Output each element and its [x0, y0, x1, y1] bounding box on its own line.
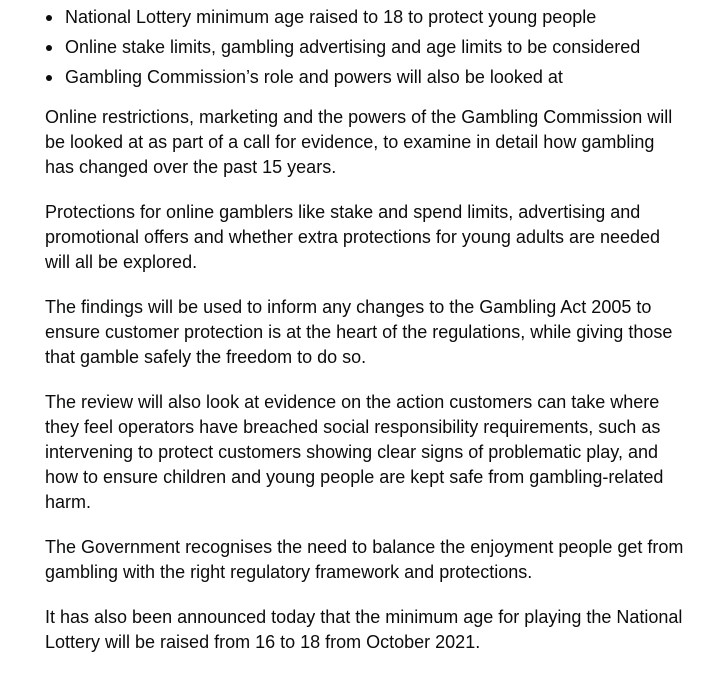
paragraph-call-for-evidence: Online restrictions, marketing and the powers of the Gambling Commission will be looked at as part of a call for evidence, to examine in detail how gambling has changed over the past 15 years. [45, 107, 673, 177]
summary-item-lottery-age: National Lottery minimum age raised to 18 to protect young people [65, 5, 685, 30]
paragraph-gambling-act: The findings will be used to inform any changes to the Gambling Act 2005 to ensure customer protection is at the heart of the regulations, while giving those that gamble safely the freedom to do so. [45, 297, 673, 367]
summary-item-commission-role: Gambling Commission’s role and powers will also be looked at [65, 65, 685, 90]
paragraph-online-protections: Protections for online gamblers like stake and spend limits, advertising and promotional offers and whether extra protections for young adults are needed will all be explored. [45, 202, 661, 272]
paragraph-review-evidence: The review will also look at evidence on the action customers can take where they feel operators have breached social responsibility requirements, such as intervening to protect customers showing clear signs of problematic play, and how to ensure children and young people are kept safe from gambling-related harm. [45, 392, 664, 512]
paragraph-government-balance: The Government recognises the need to balance the enjoyment people get from gambling with the right regulatory framework and protections. [45, 537, 684, 582]
summary-list [45, 5, 685, 90]
paragraph-lottery-age: It has also been announced today that the minimum age for playing the National Lottery will be raised from 16 to 18 from October 2021. [45, 607, 683, 652]
summary-item-online-limits: Online stake limits, gambling advertising and age limits to be considered [65, 35, 685, 60]
article-body [0, 5, 685, 655]
